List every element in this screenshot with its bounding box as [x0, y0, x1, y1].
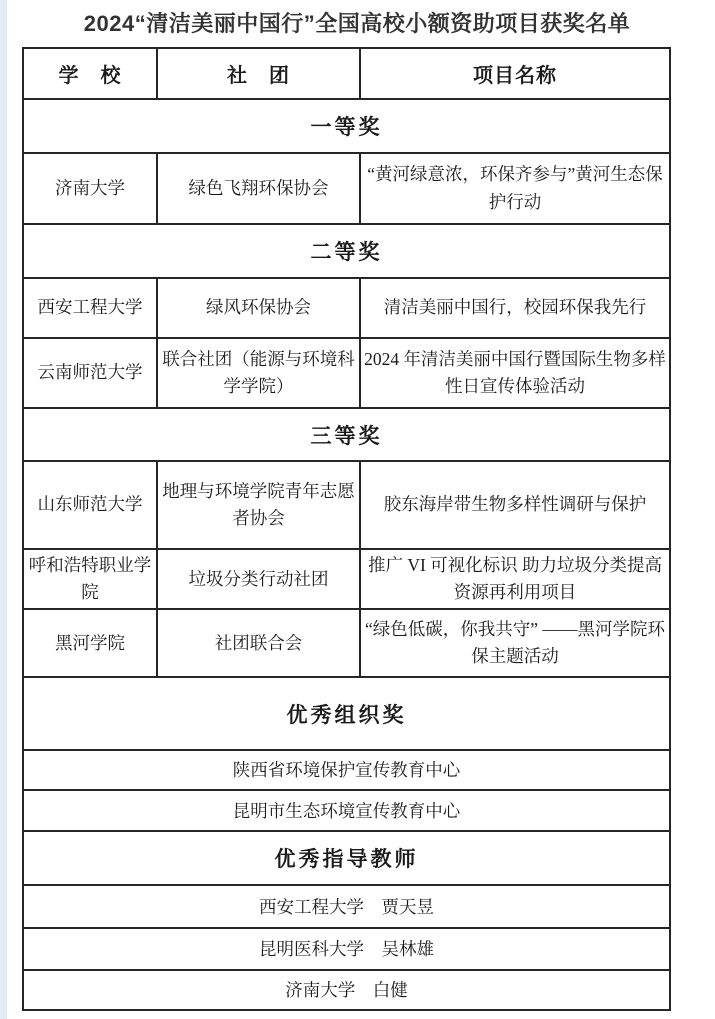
column-header-club: 社 团	[157, 48, 360, 99]
band-row-third-prize	[23, 408, 670, 461]
table-row	[23, 338, 670, 408]
band-row-second-prize	[23, 224, 670, 278]
school-cell: 济南大学	[23, 153, 157, 224]
table-row	[23, 970, 670, 1010]
table-row	[23, 549, 670, 609]
school-cell: 黑河学院	[23, 609, 157, 677]
project-cell: “黄河绿意浓，环保齐参与”黄河生态保护行动	[360, 153, 670, 224]
column-header-school: 学 校	[23, 48, 157, 99]
organization-cell: 陕西省环境保护宣传教育中心	[23, 750, 670, 790]
school-cell: 呼和浩特职业学院	[23, 549, 157, 609]
school-cell: 云南师范大学	[23, 338, 157, 408]
table-row	[23, 885, 670, 928]
band-row-first-prize	[23, 99, 670, 153]
project-cell: 清洁美丽中国行，校园环保我先行	[360, 278, 670, 338]
club-cell: 绿色飞翔环保协会	[157, 153, 360, 224]
table-row	[23, 750, 670, 790]
band-excellent-teacher: 优秀指导教师	[23, 831, 670, 885]
club-cell: 社团联合会	[157, 609, 360, 677]
project-cell: 2024 年清洁美丽中国行暨国际生物多样性日宣传体验活动	[360, 338, 670, 408]
band-second-prize: 二等奖	[23, 224, 670, 278]
table-row	[23, 278, 670, 338]
teacher-cell: 西安工程大学 贾天昱	[23, 885, 670, 928]
column-header-project: 项目名称	[360, 48, 670, 99]
band-first-prize: 一等奖	[23, 99, 670, 153]
band-row-excellent-organization	[23, 677, 670, 750]
project-cell: “绿色低碳，你我共守” ——黑河学院环保主题活动	[360, 609, 670, 677]
school-cell: 西安工程大学	[23, 278, 157, 338]
school-cell: 山东师范大学	[23, 461, 157, 549]
club-cell: 绿风环保协会	[157, 278, 360, 338]
page-title: 2024“清洁美丽中国行”全国高校小额资助项目获奖名单	[83, 11, 631, 36]
table-row	[23, 609, 670, 677]
project-cell: 胶东海岸带生物多样性调研与保护	[360, 461, 670, 549]
table-row	[23, 790, 670, 831]
table-row	[23, 928, 670, 970]
club-cell: 联合社团（能源与环境科学学院）	[157, 338, 360, 408]
band-third-prize: 三等奖	[23, 408, 670, 461]
header-row	[23, 48, 670, 99]
teacher-cell: 昆明医科大学 吴林雄	[23, 928, 670, 970]
teacher-cell: 济南大学 白健	[23, 970, 670, 1010]
page-edge-strip	[0, 0, 7, 1019]
organization-cell: 昆明市生态环境宣传教育中心	[23, 790, 670, 831]
awards-table	[22, 47, 671, 1011]
table-row	[23, 153, 670, 224]
table-row	[23, 461, 670, 549]
band-row-excellent-teacher	[23, 831, 670, 885]
project-cell: 推广 VI 可视化标识 助力垃圾分类提高资源再利用项目	[360, 549, 670, 609]
club-cell: 地理与环境学院青年志愿者协会	[157, 461, 360, 549]
club-cell: 垃圾分类行动社团	[157, 549, 360, 609]
band-excellent-organization: 优秀组织奖	[23, 677, 670, 750]
